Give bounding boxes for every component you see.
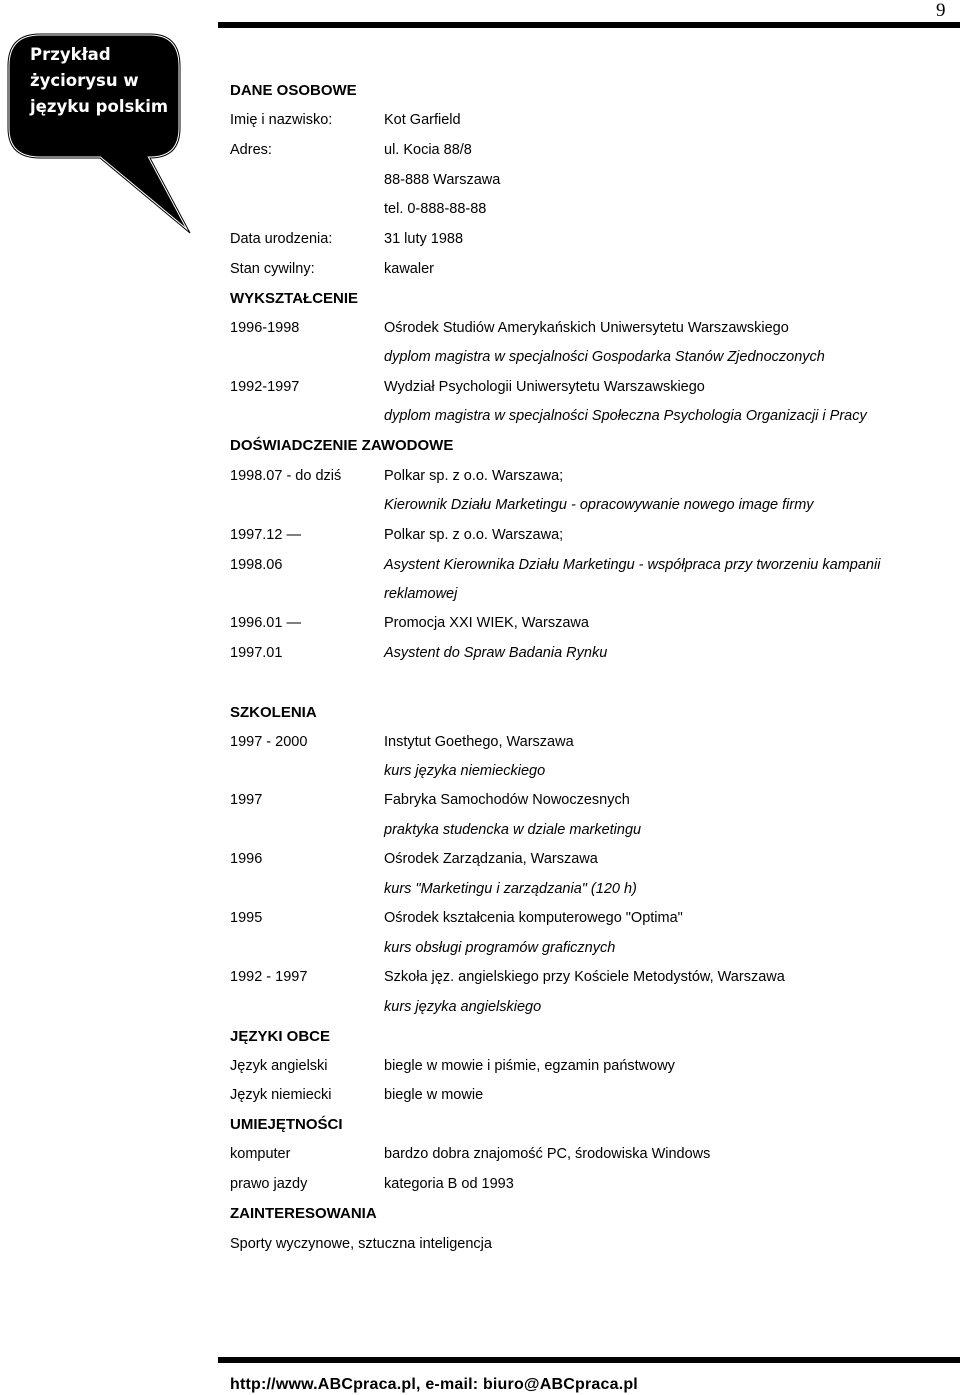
education-years: 1996-1998 — [230, 320, 300, 336]
language-name: Język niemiecki — [230, 1087, 332, 1103]
experience-role: Asystent Kierownika Działu Marketingu - współpraca przy tworzeniu kampanii — [384, 557, 881, 573]
education-detail: dyplom magistra w specjalności Gospodarka Stanów Zjednoczonych — [384, 349, 825, 365]
name-label: Imię i nazwisko: — [230, 112, 333, 128]
training-place: Instytut Goethego, Warszawa — [384, 734, 574, 750]
language-level: biegle w mowie i piśmie, egzamin państwowy — [384, 1058, 675, 1074]
section-heading-skills: UMIEJĘTNOŚCI — [230, 1116, 343, 1133]
language-level: biegle w mowie — [384, 1087, 484, 1103]
skill-value: bardzo dobra znajomość PC, środowiska Windows — [384, 1146, 711, 1162]
section-heading-education: WYKSZTAŁCENIE — [230, 290, 359, 307]
status-value: kawaler — [384, 261, 434, 277]
training-years: 1992 - 1997 — [230, 969, 308, 985]
training-course: kurs języka niemieckiego — [384, 763, 546, 779]
address-label: Adres: — [230, 142, 272, 158]
language-name: Język angielski — [230, 1058, 328, 1074]
training-place: Fabryka Samochodów Nowoczesnych — [384, 792, 630, 808]
address-line1: ul. Kocia 88/8 — [384, 142, 472, 158]
experience-role: Kierownik Działu Marketingu - opracowywanie nowego image firmy — [384, 497, 814, 513]
footer-contact: http://www.ABCpraca.pl, e-mail: biuro@ABCpraca.pl — [230, 1376, 638, 1393]
header-rule — [218, 22, 960, 28]
experience-role: Asystent do Spraw Badania Rynku — [384, 645, 608, 661]
experience-period: 1997.12 — — [230, 527, 301, 543]
training-years: 1997 — [230, 792, 263, 808]
education-school: Wydział Psychologii Uniwersytetu Warszawskiego — [384, 379, 705, 395]
experience-period-end: 1997.01 — [230, 645, 283, 661]
training-course: kurs języka angielskiego — [384, 999, 542, 1015]
skill-name: prawo jazdy — [230, 1176, 308, 1192]
footer-rule — [218, 1357, 960, 1363]
page-number: 9 — [936, 0, 946, 21]
education-school: Ośrodek Studiów Amerykańskich Uniwersytetu Warszawskiego — [384, 320, 789, 336]
experience-period: 1996.01 — — [230, 615, 301, 631]
training-place: Ośrodek Zarządzania, Warszawa — [384, 851, 598, 867]
birth-value: 31 luty 1988 — [384, 231, 464, 247]
experience-company: Promocja XXI WIEK, Warszawa — [384, 615, 589, 631]
address-line2: 88-888 Warszawa — [384, 172, 501, 188]
section-heading-personal: DANE OSOBOWE — [230, 82, 357, 99]
education-detail: dyplom magistra w specjalności Społeczna Psychologia Organizacji i Pracy — [384, 408, 867, 424]
training-place: Szkoła jęz. angielskiego przy Kościele Metodystów, Warszawa — [384, 969, 785, 985]
section-heading-interests: ZAINTERESOWANIA — [230, 1205, 377, 1222]
training-course: praktyka studencka w dziale marketingu — [384, 822, 642, 838]
experience-role-cont: reklamowej — [384, 586, 458, 602]
callout-text: Przykład życiorysu w języku polskim — [30, 45, 169, 116]
status-label: Stan cywilny: — [230, 261, 315, 277]
section-heading-experience: DOŚWIADCZENIE ZAWODOWE — [230, 437, 454, 454]
training-years: 1996 — [230, 851, 263, 867]
training-course: kurs "Marketingu i zarządzania" (120 h) — [384, 881, 637, 897]
skill-name: komputer — [230, 1146, 291, 1162]
interests-text: Sporty wyczynowe, sztuczna inteligencja — [230, 1236, 492, 1252]
section-heading-languages: JĘZYKI OBCE — [230, 1028, 331, 1045]
training-years: 1997 - 2000 — [230, 734, 308, 750]
training-course: kurs obsługi programów graficznych — [384, 940, 616, 956]
name-value: Kot Garfield — [384, 112, 461, 128]
training-place: Ośrodek kształcenia komputerowego "Optima" — [384, 910, 683, 926]
experience-period: 1998.07 - do dziś — [230, 468, 342, 484]
skill-value: kategoria B od 1993 — [384, 1176, 514, 1192]
birth-label: Data urodzenia: — [230, 231, 333, 247]
experience-period-end: 1998.06 — [230, 557, 283, 573]
experience-company: Polkar sp. z o.o. Warszawa; — [384, 527, 564, 543]
training-years: 1995 — [230, 910, 263, 926]
experience-company: Polkar sp. z o.o. Warszawa; — [384, 468, 564, 484]
address-line3: tel. 0-888-88-88 — [384, 201, 487, 217]
education-years: 1992-1997 — [230, 379, 300, 395]
section-heading-training: SZKOLENIA — [230, 704, 317, 721]
